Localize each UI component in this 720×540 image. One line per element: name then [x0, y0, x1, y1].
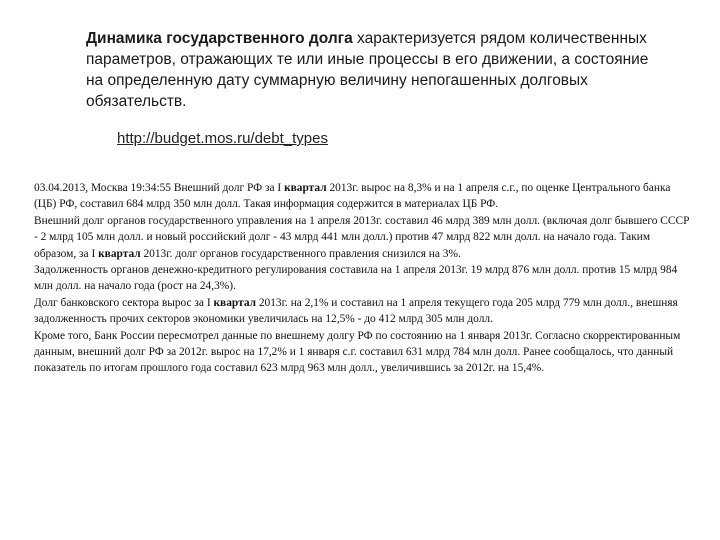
paragraph-bold: квартал [284, 182, 327, 194]
paragraph-bold: квартал [213, 296, 256, 309]
paragraph-5 [34, 328, 690, 377]
paragraph-text: 2013г. долг органов государственного правления снизился на 3%. [140, 247, 461, 260]
intro-paragraph [86, 28, 666, 112]
paragraph-text: 2013г. вырос на 8,3% и на 1 апреля с.г., по оценке Центрального банка (ЦБ) РФ, составил 684 млрд 350 млн долл. Такая информация содержится в материалах ЦБ РФ. [34, 182, 671, 211]
source-link[interactable]: http://budget.mos.ru/debt_types [117, 130, 328, 147]
paragraph-3 [34, 262, 690, 295]
paragraph-1 [34, 180, 690, 213]
paragraph-text: 03.04.2013, Москва 19:34:55 Внешний долг РФ за I [34, 182, 285, 194]
paragraph-text: Долг банковского сектора вырос за I [34, 296, 214, 309]
paragraph-text: Внешний долг органов государственного управления на 1 апреля 2013г. составил 46 млрд 389 млн долл. (включая долг бывшего СССР - 2 млрд 105 млн долл. и новый российский долг - 43 млрд 441 млн долл.) против 47 млрд 822 млн долл. на начало года. Таким образом, за I [34, 214, 690, 260]
intro-term: Динамика государственного долга [86, 30, 353, 47]
intro-text: характеризуется рядом количественных параметров, отражающих те или иные процессы в его движении, а состояние на определенную дату суммарную величину непогашенных долговых обязательств. [86, 30, 649, 110]
paragraph-bold: квартал [98, 247, 141, 260]
paragraph-text: Кроме того, Банк России пересмотрел данные по внешнему долгу РФ по состоянию на 1 января 2013г. Согласно скорректированным данным, внешний долг РФ за 2012г. вырос на 17,2% и 1 января с.г. составил 631 млрд 784 млн долл. Ранее сообщалось, что данный показатель по итогам прошлого года составил 623 млрд 963 млн долл., увеличившись за 2012г. на 15,4%. [34, 329, 681, 375]
paragraph-4 [34, 295, 690, 328]
news-body [34, 180, 690, 377]
paragraph-text: 2013г. на 2,1% и составил на 1 апреля текущего года 205 млрд 779 млн долл., внешняя задолженность прочих секторов экономики увеличилась на 12,5% - до 412 млрд 305 млн долл. [34, 296, 678, 326]
paragraph-text: Задолженность органов денежно-кредитного регулирования составила на 1 апреля 2013г. 19 млрд 876 млн долл. против 15 млрд 984 млн долл. на начало года (рост на 24,3%). [34, 264, 678, 293]
paragraph-2 [34, 213, 690, 262]
